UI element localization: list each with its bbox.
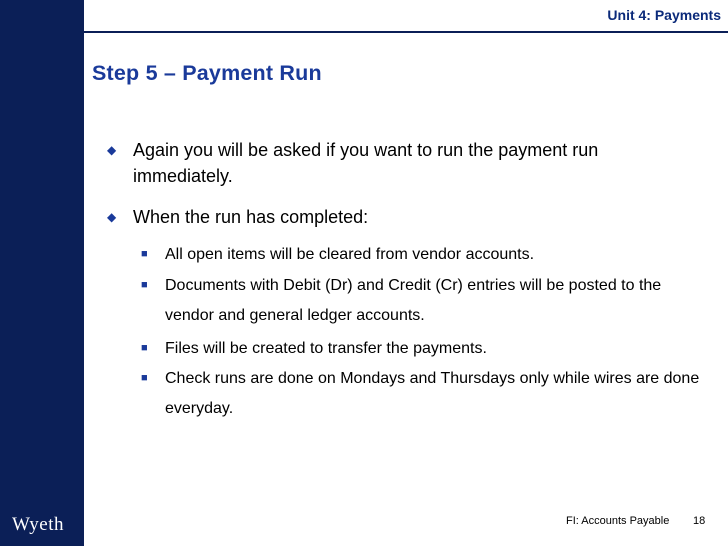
left-sidebar-band	[0, 0, 84, 546]
square-bullet-icon: ■	[141, 342, 148, 354]
bullet-item	[107, 204, 697, 230]
bullet-text: When the run has completed:	[133, 207, 369, 227]
square-bullet-icon: ■	[141, 279, 148, 291]
diamond-bullet-icon: ◆	[107, 210, 117, 224]
sub-bullet-text: All open items will be cleared from vendor accounts.	[165, 246, 535, 263]
sub-bullet-item	[141, 240, 701, 270]
unit-title: Unit 4: Payments	[607, 7, 721, 23]
wyeth-logo: Wyeth	[12, 514, 65, 535]
diamond-bullet-icon: ◆	[107, 143, 117, 157]
footer-course-name: FI: Accounts Payable	[566, 515, 670, 527]
sub-bullet-item	[141, 271, 701, 331]
sub-bullet-item	[141, 364, 701, 424]
page-number: 18	[693, 515, 706, 527]
header-rule	[84, 31, 728, 33]
sub-bullet-item	[141, 334, 701, 364]
bullet-item	[107, 137, 697, 189]
sub-bullet-text: Documents with Debit (Dr) and Credit (Cr) entries will be posted to the vendor and general ledger accounts.	[165, 277, 662, 324]
bullet-text: Again you will be asked if you want to run the payment run immediately.	[133, 140, 599, 186]
sub-bullet-text: Check runs are done on Mondays and Thursdays only while wires are done everyday.	[165, 370, 700, 417]
sub-bullet-text: Files will be created to transfer the payments.	[165, 340, 487, 357]
square-bullet-icon: ■	[141, 372, 148, 384]
slide-title: Step 5 – Payment Run	[92, 61, 322, 85]
square-bullet-icon: ■	[141, 248, 148, 260]
